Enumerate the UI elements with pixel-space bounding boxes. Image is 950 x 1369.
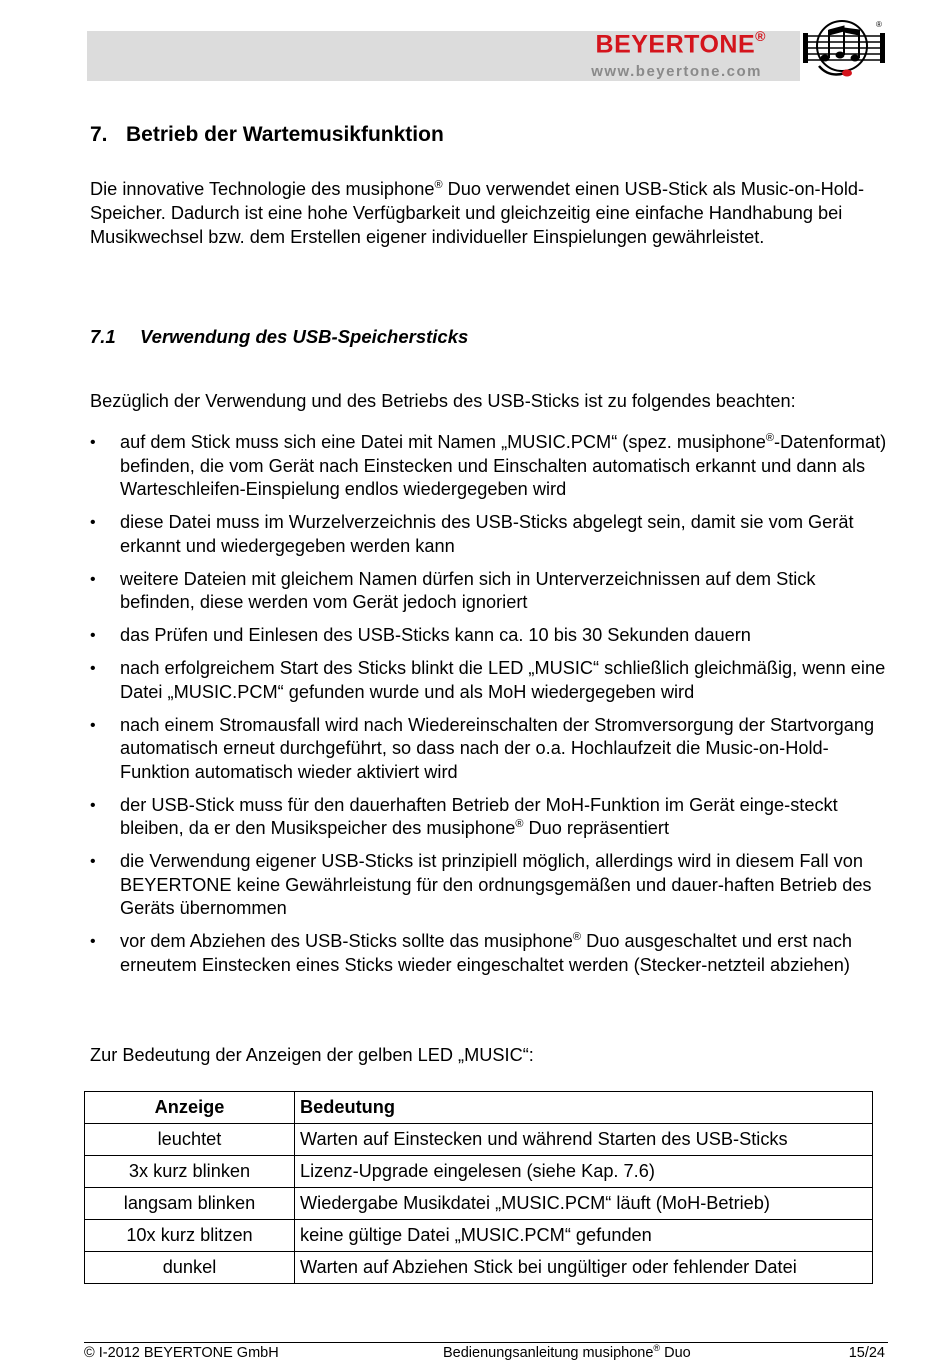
logo-registered-mark: ® xyxy=(876,20,882,29)
led-table xyxy=(84,1091,873,1284)
list-item: • der USB-Stick muss für den dauerhaften Betrieb der MoH-Funktion im Gerät einge-steckt bleiben, da er den Musikspeicher des musiphone® Duo repräsentiert xyxy=(90,794,890,841)
table-intro: Zur Bedeutung der Anzeigen der gelben LED „MUSIC“: xyxy=(90,1045,534,1065)
list-item: • diese Datei muss im Wurzelverzeichnis des USB-Sticks abgelegt sein, damit sie vom Gerät erkannt und wiedergegeben werden kann xyxy=(90,511,890,558)
footer-document-title: Bedienungsanleitung musiphone® Duo xyxy=(443,1343,691,1361)
brand-name: BEYERTONE® xyxy=(595,28,766,59)
table-header-row xyxy=(85,1092,873,1124)
table-cell: 3x kurz blinken xyxy=(85,1156,295,1188)
bullet-list xyxy=(90,431,890,987)
column-header-anzeige: Anzeige xyxy=(85,1092,295,1124)
column-header-bedeutung: Bedeutung xyxy=(295,1092,873,1124)
list-item: • vor dem Abziehen des USB-Sticks sollte das musiphone® Duo ausgeschaltet und erst nach erneutem Einstecken eines Sticks wieder eingeschaltet werden (Stecker-netzteil abziehen) xyxy=(90,930,890,977)
table-row xyxy=(85,1188,873,1220)
lead-paragraph: Bezüglich der Verwendung und des Betriebs des USB-Sticks ist zu folgendes beachten: xyxy=(90,391,796,411)
table-cell: langsam blinken xyxy=(85,1188,295,1220)
footer-page-number: 15/24 xyxy=(848,1345,885,1361)
table-cell: leuchtet xyxy=(85,1124,295,1156)
list-item: • auf dem Stick muss sich eine Datei mit Namen „MUSIC.PCM“ (spez. musiphone®-Datenformat) befinden, die vom Gerät nach Einstecken und Einschalten automatisch erkannt und dann als Warteschleifen-Einspielung endlos wiedergegeben wird xyxy=(90,431,890,502)
table-cell: keine gültige Datei „MUSIC.PCM“ gefunden xyxy=(295,1220,873,1252)
list-item: • nach einem Stromausfall wird nach Wiedereinschalten der Stromversorgung der Startvorgang automatisch erneut durchgeführt, so dass nach der o.a. Hochlaufzeit die Music-on-Hold-Funktion automatisch wieder aktiviert wird xyxy=(90,714,890,785)
music-notes-headset-icon xyxy=(803,18,885,80)
intro-paragraph: Die innovative Technologie des musiphone® Duo verwendet einen USB-Stick als Music-on-Hold-Speicher. Dadurch ist eine hohe Verfügbarkeit und gleichzeitig eine einfache Handhabung bei Musikwechsel bzw. dem Erstellen eigener individueller Einspielungen gewährleistet. xyxy=(90,179,865,247)
table-cell: Warten auf Einstecken und während Starten des USB-Sticks xyxy=(295,1124,873,1156)
table-row xyxy=(85,1220,873,1252)
table-row xyxy=(85,1252,873,1284)
list-item: • weitere Dateien mit gleichem Namen dürfen sich in Unterverzeichnissen auf dem Stick befinden, diese werden vom Gerät jedoch ignoriert xyxy=(90,568,890,615)
table-cell: Warten auf Abziehen Stick bei ungültiger oder fehlender Datei xyxy=(295,1252,873,1284)
section-heading: 7. Betrieb der Wartemusikfunktion xyxy=(90,123,444,146)
table-row xyxy=(85,1124,873,1156)
list-item: • das Prüfen und Einlesen des USB-Sticks kann ca. 10 bis 30 Sekunden dauern xyxy=(90,624,890,648)
table-row xyxy=(85,1156,873,1188)
subsection-heading: 7.1 Verwendung des USB-Speichersticks xyxy=(90,326,469,347)
footer-copyright: © I-2012 BEYERTONE GmbH xyxy=(84,1345,279,1361)
table-cell: dunkel xyxy=(85,1252,295,1284)
table-cell: 10x kurz blitzen xyxy=(85,1220,295,1252)
table-cell: Lizenz-Upgrade eingelesen (siehe Kap. 7.6) xyxy=(295,1156,873,1188)
table-cell: Wiedergabe Musikdatei „MUSIC.PCM“ läuft (MoH-Betrieb) xyxy=(295,1188,873,1220)
list-item: • die Verwendung eigener USB-Sticks ist prinzipiell möglich, allerdings wird in diesem Fall von BEYERTONE keine Gewährleistung für den ordnungsgemäßen und dauer-haften Betrieb des Geräts übernommen xyxy=(90,850,890,921)
list-item: • nach erfolgreichem Start des Sticks blinkt die LED „MUSIC“ schließlich gleichmäßig, wenn eine Datei „MUSIC.PCM“ gefunden wurde und als MoH wiedergegeben wird xyxy=(90,657,890,704)
brand-url: www.beyertone.com xyxy=(591,63,762,80)
footer-divider xyxy=(84,1342,888,1343)
